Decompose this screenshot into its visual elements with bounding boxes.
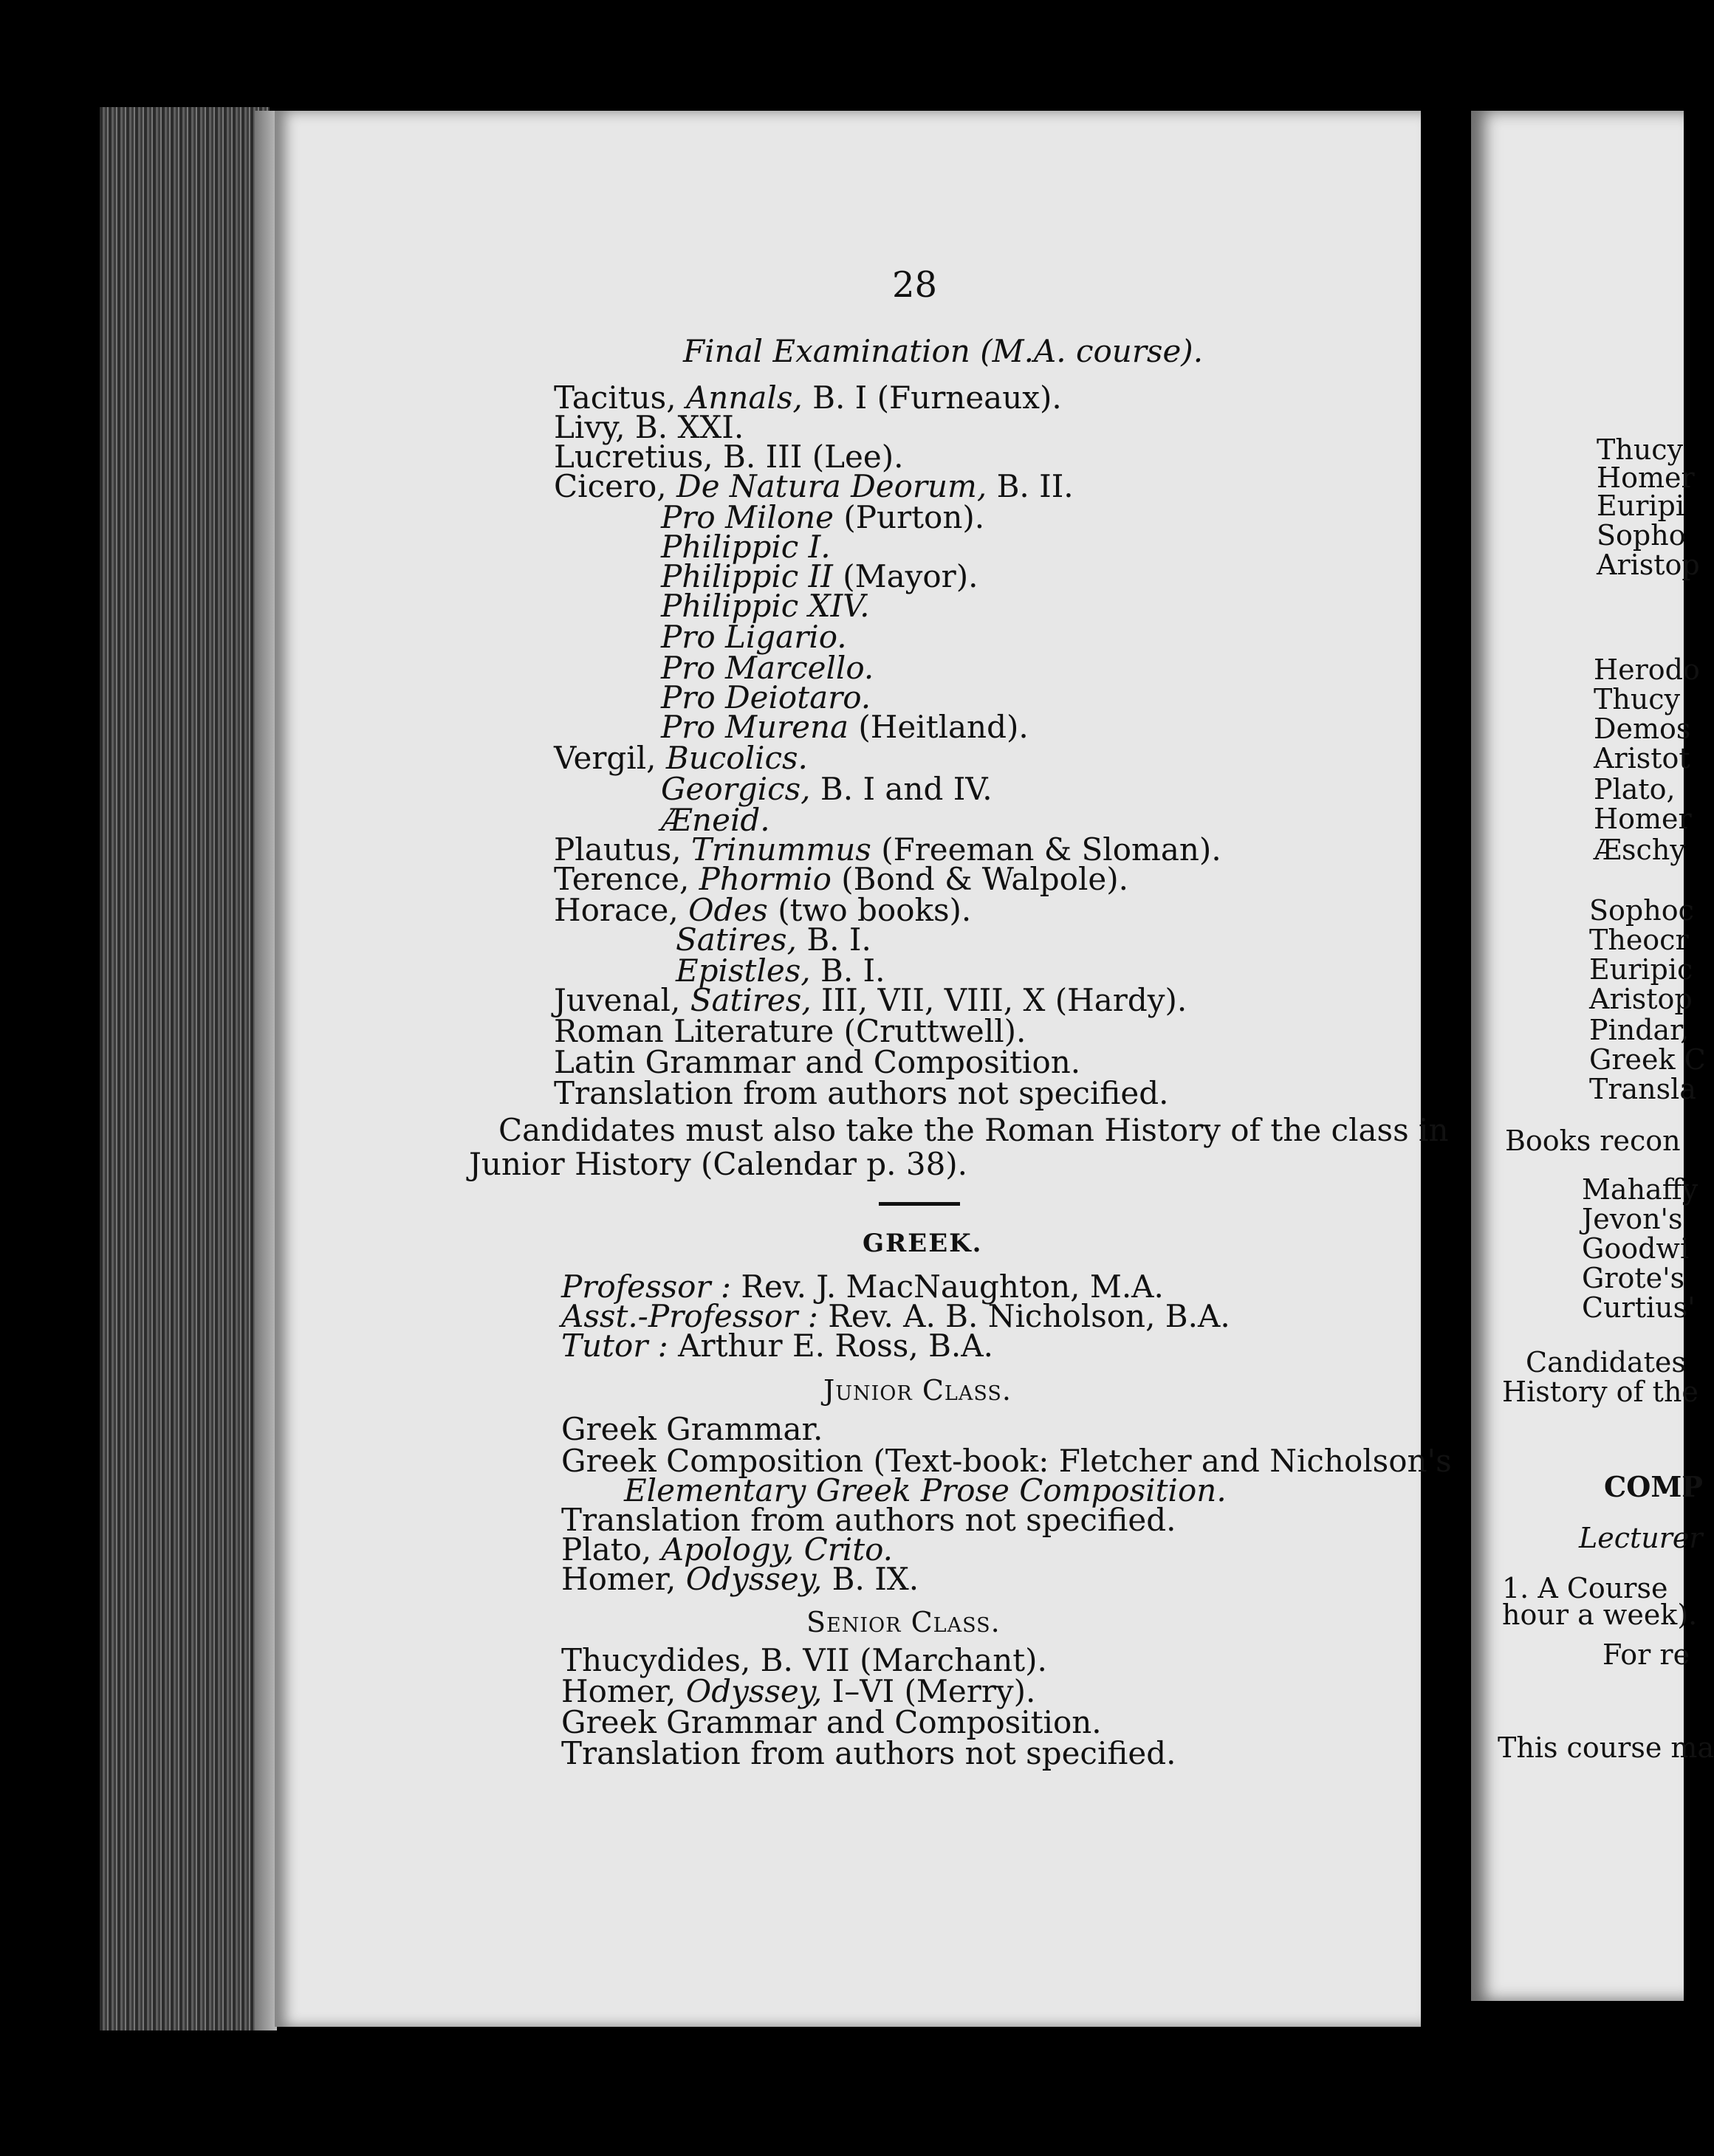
latin-item-rest: B. XXI. [634, 409, 744, 445]
facing-page-line: Æschy [1594, 834, 1686, 866]
facing-page-line: Homer [1594, 803, 1692, 835]
latin-item-work: De Natura Deorum, [676, 468, 997, 504]
facing-page-line: Books recon [1505, 1125, 1681, 1157]
latin-list-item [554, 861, 1128, 897]
facing-page-fragment [1471, 111, 1714, 2001]
senior-class-heading: Senior Class. [806, 1606, 1001, 1638]
final-examination-title: Final Examination [683, 333, 970, 369]
latin-list-item [554, 1013, 1026, 1049]
latin-item-work: Philippic I. [661, 529, 831, 565]
facing-page-line: Grote's [1582, 1262, 1685, 1294]
latin-item-author: Juvenal, [554, 982, 690, 1018]
facing-page-line: Goodwi [1582, 1232, 1690, 1265]
latin-item-rest: B. I (Furneaux). [812, 380, 1062, 416]
latin-item-author: Terence, [554, 861, 699, 897]
professor-name: Rev. J. MacNaughton, M.A. [741, 1268, 1164, 1305]
latin-item-work: Pro Milone [661, 499, 844, 535]
facing-page-line: Theocr [1589, 924, 1689, 956]
latin-item-work: Pro Marcello. [661, 650, 874, 686]
candidates-note-line-1: Candidates must also take the Roman History of the class in [498, 1112, 1449, 1148]
latin-item-rest: B. I. [806, 921, 871, 958]
latin-item-rest: (two books). [778, 892, 972, 928]
junior-composition-textbook: Elementary Greek Prose Composition. [624, 1472, 1227, 1508]
latin-item-author: Livy, [554, 409, 635, 445]
homer-book: B. IX. [832, 1561, 919, 1597]
latin-list-item [554, 982, 1187, 1018]
latin-list-item [554, 1044, 1081, 1080]
facing-page-line: Euripi [1597, 490, 1685, 522]
latin-item-work: Pro Deiotaro. [661, 679, 871, 715]
section-divider [879, 1202, 960, 1206]
final-examination-course: (M.A. course). [980, 333, 1204, 369]
facing-page-line: Herodo [1594, 653, 1700, 686]
senior-homer-author: Homer, [561, 1673, 676, 1709]
tutor-name: Arthur E. Ross, B.A. [678, 1328, 993, 1364]
facing-page-line: Thucy [1594, 683, 1681, 715]
candidates-note-line-2: Junior History (Calendar p. 38). [469, 1146, 968, 1182]
page-number: 28 [892, 264, 938, 306]
facing-page-line: Euripic [1589, 953, 1693, 986]
latin-item-rest: B. II. [996, 468, 1074, 504]
latin-list-item [661, 709, 1029, 745]
facing-page-line: Demos [1594, 713, 1691, 745]
facing-page-line: Jevon's [1582, 1203, 1683, 1235]
final-examination-heading [683, 333, 1204, 369]
latin-item-rest: III, VII, VIII, X (Hardy). [821, 982, 1187, 1018]
facing-page-line: Thucy [1597, 433, 1684, 466]
asst-professor-name: Rev. A. B. Nicholson, B.A. [828, 1298, 1230, 1334]
junior-translation: Translation from authors not specified. [561, 1502, 1176, 1538]
facing-page-line: This course ma [1498, 1731, 1714, 1764]
facing-page-line: Mahaffy [1582, 1173, 1698, 1206]
senior-homer [561, 1673, 1036, 1709]
latin-item-work: Annals, [685, 380, 813, 416]
facing-page-line: For re [1602, 1638, 1690, 1671]
latin-item-work: Æneid. [661, 802, 770, 838]
latin-item-author: Translation from authors not specified. [554, 1075, 1169, 1111]
latin-item-author: Cicero, [554, 468, 677, 504]
latin-list-item [554, 1075, 1169, 1111]
latin-item-rest: (Purton). [843, 499, 985, 535]
latin-item-rest: (Heitland). [858, 709, 1029, 745]
latin-item-work: Satires, [676, 921, 807, 958]
latin-item-work: Philippic XIV. [661, 588, 870, 624]
latin-item-author: Horace, [554, 892, 689, 928]
asst-professor-role: Asst.-Professor : [561, 1298, 818, 1334]
page-gutter [255, 111, 277, 2030]
latin-item-work: Bucolics. [665, 740, 808, 776]
tutor-role: Tutor : [561, 1328, 668, 1364]
latin-item-work: Odes [688, 892, 778, 928]
latin-item-rest: (Freeman & Sloman). [881, 831, 1221, 868]
facing-page-line: Lecturer [1579, 1522, 1703, 1554]
facing-page-line: Pindar, [1589, 1014, 1690, 1046]
facing-page-line: Plato, [1594, 773, 1676, 806]
senior-grammar: Greek Grammar and Composition. [561, 1704, 1102, 1740]
tutor-line [561, 1328, 993, 1364]
latin-list-item [661, 619, 847, 655]
latin-item-work: Philippic II [661, 558, 843, 594]
junior-class-heading: Junior Class. [823, 1374, 1012, 1407]
facing-page-line: Sopho [1597, 519, 1686, 552]
book-page-edges [100, 107, 270, 2030]
latin-item-work: Georgics, [661, 771, 820, 807]
facing-page-line: Candidates [1526, 1346, 1686, 1379]
latin-list-item [661, 771, 993, 807]
latin-list-item [554, 468, 1074, 504]
latin-item-author: Latin Grammar and Composition. [554, 1044, 1081, 1080]
facing-page-line: COMP [1604, 1470, 1703, 1503]
facing-page-line: Aristot [1594, 742, 1690, 775]
facing-page-line: hour a week). [1502, 1599, 1698, 1631]
homer-work: Odyssey, [685, 1561, 823, 1597]
facing-page-line: 1. A Course [1502, 1572, 1668, 1604]
homer-author: Homer, [561, 1561, 676, 1597]
junior-greek-grammar: Greek Grammar. [561, 1411, 823, 1447]
senior-translation: Translation from authors not specified. [561, 1735, 1176, 1771]
professor-role: Professor : [561, 1268, 731, 1305]
greek-section-heading: GREEK. [863, 1229, 983, 1258]
plato-author: Plato, [561, 1531, 652, 1568]
latin-item-work: Pro Murena [661, 709, 859, 745]
latin-item-rest: B. I and IV. [820, 771, 993, 807]
latin-item-work: Phormio [699, 861, 842, 897]
latin-item-author: Plautus, [554, 831, 691, 868]
junior-homer [561, 1561, 919, 1597]
latin-item-work: Trinummus [690, 831, 882, 868]
latin-item-author: Vergil, [554, 740, 666, 776]
facing-page-line: Aristop [1597, 549, 1700, 581]
latin-item-author: Tacitus, [554, 380, 686, 416]
facing-page-line: Aristop [1589, 983, 1693, 1015]
senior-thucydides: Thucydides, B. VII (Marchant). [561, 1642, 1047, 1678]
latin-list-item [554, 740, 808, 776]
latin-list-item [661, 588, 870, 624]
latin-item-work: Satires, [690, 982, 822, 1018]
facing-page-line: Curtius' [1582, 1291, 1696, 1324]
latin-item-rest: B. I. [820, 952, 885, 989]
latin-item-work: Pro Ligario. [661, 619, 847, 655]
latin-item-work: Epistles, [676, 952, 820, 989]
plato-works: Apology, Crito. [661, 1531, 893, 1568]
junior-greek-composition: Greek Composition (Text-book: Fletcher and Nicholson's [561, 1443, 1452, 1479]
facing-page-line: Sophoc [1589, 894, 1694, 927]
latin-item-author: Roman Literature (Cruttwell). [554, 1013, 1026, 1049]
facing-page-line: Transla [1589, 1073, 1696, 1105]
latin-item-rest: (Mayor). [843, 558, 978, 594]
senior-homer-books: I–VI (Merry). [832, 1673, 1036, 1709]
latin-item-rest: (Bond & Walpole). [841, 861, 1128, 897]
facing-page-line: Greek C [1589, 1043, 1706, 1076]
latin-item-author: Lucretius, [554, 439, 724, 475]
facing-page-line: History of the [1502, 1376, 1698, 1408]
senior-homer-work: Odyssey, [685, 1673, 823, 1709]
latin-list-item [676, 921, 871, 958]
latin-item-rest: B. III (Lee). [723, 439, 904, 475]
facing-page-line: Homer [1597, 461, 1695, 494]
